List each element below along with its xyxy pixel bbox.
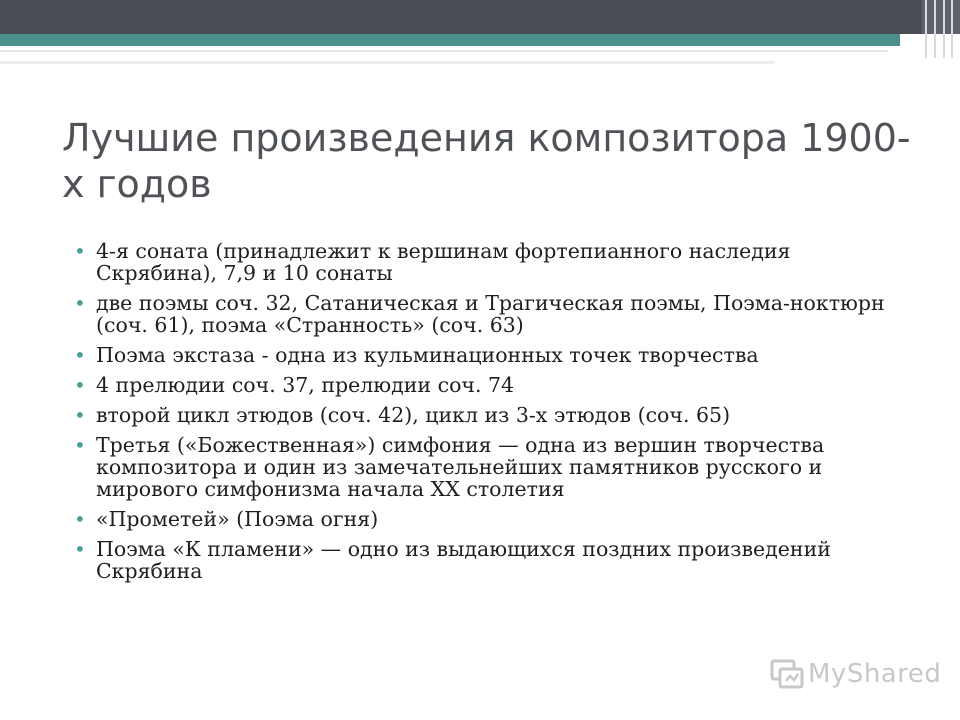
slides-icon xyxy=(770,657,804,691)
list-item: • 4-я соната (принадлежит к вершинам фортепианного наследия Скрябина), 7,9 и 10 сонаты xyxy=(72,240,902,284)
list-item: • Поэма «К пламени» — одно из выдающихся поздних произведений Скрябина xyxy=(72,538,902,582)
list-item: • второй цикл этюдов (соч. 42), цикл из 3-х этюдов (соч. 65) xyxy=(72,404,902,426)
header-bar xyxy=(0,0,960,34)
slide-title: Лучшие произведения композитора 1900-х годов xyxy=(62,116,911,206)
decor-line xyxy=(0,61,775,64)
watermark-text: MyShared xyxy=(808,659,942,689)
header-bar-corner xyxy=(922,0,960,34)
watermark-logo xyxy=(770,656,941,692)
decor-line xyxy=(943,0,945,58)
decor-line xyxy=(0,50,888,52)
decor-line xyxy=(925,0,927,58)
list-item: • 4 прелюдии соч. 37, прелюдии соч. 74 xyxy=(72,374,902,396)
list-item: • «Прометей» (Поэма огня) xyxy=(72,508,902,530)
accent-strip xyxy=(0,34,900,46)
decor-line xyxy=(951,0,953,58)
decor-line xyxy=(934,0,936,58)
bullet-list xyxy=(72,240,902,590)
list-item: • две поэмы соч. 32, Сатаническая и Трагическая поэмы, Поэма-ноктюрн (соч. 61), поэма «Странность» (соч. 63) xyxy=(72,292,902,336)
list-item: • Поэма экстаза - одна из кульминационных точек творчества xyxy=(72,344,902,366)
list-item: • Третья («Божественная») симфония — одна из вершин творчества композитора и один из замечательнейших памятников русского и мирового симфонизма начала XX столетия xyxy=(72,434,902,500)
